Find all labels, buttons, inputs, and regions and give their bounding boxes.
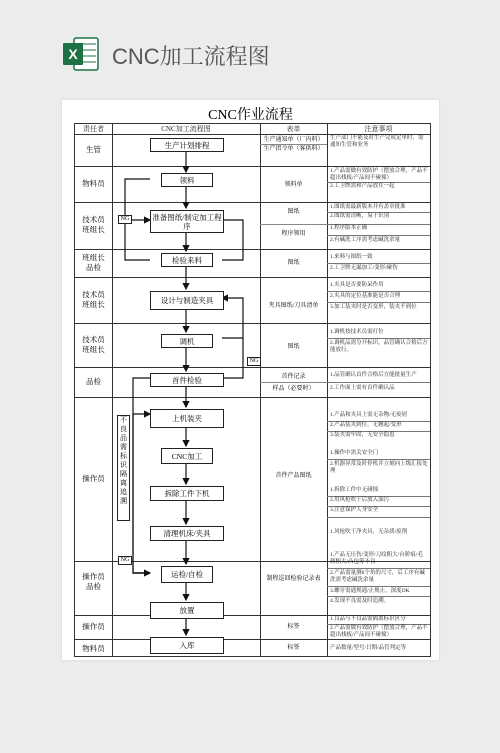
note-text: 2.图纸需清晰，易于识别 bbox=[330, 213, 390, 219]
step-box: 检验来料 bbox=[161, 253, 213, 267]
role-label: 技术员 班组长 bbox=[82, 335, 105, 354]
note-text: 1.产品无压伤/变形/刀纹粗大/台阶痕/毛刺粗大/凸包等不良 bbox=[330, 552, 423, 565]
step-box: 设计与制造夹具 bbox=[150, 291, 224, 310]
note-text: 2.夹具的定位基准能是否合理 bbox=[330, 293, 401, 299]
note-text: 2.用风枪吹干后放入油污 bbox=[330, 497, 390, 503]
note-divider bbox=[327, 586, 430, 587]
role-label: 物料员 bbox=[82, 179, 105, 188]
form-label: 程序领用 bbox=[281, 231, 306, 237]
document-title: CNC作业流程 bbox=[208, 108, 293, 123]
note-divider bbox=[327, 517, 430, 518]
note-text: 2.工作面上需有首件确认品 bbox=[330, 385, 395, 391]
ng-label: NG bbox=[247, 357, 261, 366]
form-divider bbox=[260, 144, 327, 145]
note-text: 1.品管确认首件合格后方能批量生产 bbox=[330, 372, 417, 378]
form-divider bbox=[260, 224, 327, 225]
note-text: 3.注意保护人身安全 bbox=[330, 507, 379, 513]
step-box: 上机装夹 bbox=[150, 409, 224, 428]
step-box: 生产计划排程 bbox=[150, 138, 224, 152]
note-text: 1.程序版本正确 bbox=[330, 225, 368, 231]
role-label: 操作员 bbox=[82, 622, 105, 631]
defect-note-box: 不良品需标识隔离追溯 bbox=[117, 415, 130, 521]
col-divider bbox=[327, 124, 328, 656]
form-label: 标签 bbox=[287, 624, 300, 630]
form-label: 图纸 bbox=[287, 209, 300, 215]
note-text: 4.发现不良需及时追溯。 bbox=[330, 598, 390, 604]
form-label: 生产指令单（客供料） bbox=[263, 146, 324, 152]
step-box: 调机 bbox=[161, 334, 213, 348]
note-text: 1.产品需做有效防护（摆放合理，产品不超出栈板/产品间不碰撞） bbox=[330, 168, 428, 181]
step-box: 首件检验 bbox=[150, 373, 224, 387]
note-divider bbox=[327, 291, 430, 292]
role-label: 物料员 bbox=[82, 644, 105, 653]
note-text: 2.产品需做有效防护（摆放合理，产品不超出栈板/产品间不碰撞） bbox=[330, 625, 428, 638]
note-text: 2.机器异常及时停机并立刻向上级汇报处理 bbox=[330, 461, 428, 474]
note-text: 2.产品装夹到位，无翘起/变形 bbox=[330, 422, 402, 428]
form-label: 图纸 bbox=[287, 344, 300, 350]
step-box: 运检/自检 bbox=[161, 566, 213, 583]
role-label: 操作员 bbox=[82, 474, 105, 483]
form-label: 首件产品图纸 bbox=[275, 473, 312, 479]
step-box: 准备图纸/制定加工程序 bbox=[150, 210, 224, 233]
role-label: 技术员 班组长 bbox=[82, 290, 105, 309]
note-text: 1.拆除工件中无碰撞 bbox=[330, 487, 379, 493]
page-footer bbox=[0, 668, 500, 753]
note-text: 2.产品需量测6个角的尺寸，后工序有碱洗需考虑碱洗余量 bbox=[330, 570, 425, 583]
ng-label: NG bbox=[118, 556, 132, 565]
note-text: 1.良品与不良品需隔离标识区分 bbox=[330, 616, 406, 622]
note-text: 1.调机按技术员需打位 bbox=[330, 329, 384, 335]
form-label: 样品（必要时） bbox=[272, 386, 315, 392]
note-text: 2.有碱洗工序需考虑碱洗余量 bbox=[330, 237, 401, 243]
form-divider bbox=[260, 382, 327, 383]
note-divider bbox=[327, 382, 430, 383]
header-flow: CNC加工流程图 bbox=[161, 125, 211, 133]
note-text: 3.装夹需牢固，无安全隐患 bbox=[330, 432, 395, 438]
note-text: 1.操作中需关安全门 bbox=[330, 450, 379, 456]
form-label: 制程巡回检验记录表 bbox=[266, 576, 321, 582]
header-role: 责任者 bbox=[83, 125, 104, 133]
note-divider bbox=[327, 596, 430, 597]
flow-table bbox=[74, 123, 431, 657]
step-box: 领料 bbox=[161, 173, 213, 187]
note-divider bbox=[327, 263, 430, 264]
note-text: 1.风枪吹干净夹具，无杂质/废削 bbox=[330, 529, 408, 535]
role-label: 操作员 品检 bbox=[82, 572, 105, 591]
excel-icon bbox=[62, 36, 100, 72]
form-label: 图纸 bbox=[287, 260, 300, 266]
note-text: 2.工卫牌无漏加工/变形/碰伤 bbox=[330, 265, 398, 271]
header-form: 表单 bbox=[286, 125, 301, 133]
note-divider bbox=[327, 235, 430, 236]
form-label: 首件记录 bbox=[281, 374, 306, 380]
note-text: 1.产品和夹具上需无杂物/无废屑 bbox=[330, 412, 408, 418]
ng-label: NG bbox=[118, 215, 132, 224]
note-divider bbox=[327, 568, 430, 569]
role-label: 品检 bbox=[86, 377, 101, 386]
form-label: 领料单 bbox=[284, 182, 303, 188]
note-divider bbox=[327, 338, 430, 339]
step-box: CNC加工 bbox=[161, 448, 213, 464]
step-box: 放置 bbox=[150, 602, 224, 619]
document-page bbox=[62, 100, 439, 660]
role-label: 生管 bbox=[86, 145, 101, 154]
note-text: 生产部门不能及时生产完成定单时，需通知生管和业务 bbox=[330, 135, 424, 148]
note-text: 1.夹具是否要防呆作用 bbox=[330, 282, 384, 288]
note-text: 3.螺牙需通规通/止规止，深度OK bbox=[330, 588, 410, 594]
svg-text:X: X bbox=[68, 46, 78, 62]
header-note: 注意事项 bbox=[364, 125, 393, 133]
step-box: 拆除工件下机 bbox=[150, 486, 224, 501]
note-text: 2.工卫牌需和产品放在一起 bbox=[330, 183, 395, 189]
app-header bbox=[0, 0, 500, 95]
step-box: 入库 bbox=[150, 637, 224, 654]
note-text: 产品数量/型号/日期/品管判定等 bbox=[330, 645, 407, 651]
note-text: 1.图纸需最新版本并有盖章批准 bbox=[330, 204, 406, 210]
form-label: 生产通知单（厂内料） bbox=[263, 137, 324, 143]
note-divider bbox=[327, 302, 430, 303]
note-text: 2.调机品需分开标识，品管确认合格后方能放行。 bbox=[330, 340, 428, 353]
form-label: 标签 bbox=[287, 645, 300, 651]
note-text: 3.加工装夹时是否变形，装夹不到位 bbox=[330, 304, 417, 310]
role-label: 技术员 班组长 bbox=[82, 215, 105, 234]
role-label: 班组长 品检 bbox=[82, 253, 105, 272]
step-box: 清理机床/夹具 bbox=[150, 526, 224, 541]
form-label: 夹具图纸/刀具清单 bbox=[268, 303, 319, 309]
app-title: CNC加工流程图 bbox=[112, 44, 270, 69]
note-divider bbox=[327, 459, 430, 460]
note-text: 1.来料与图纸一致 bbox=[330, 254, 373, 260]
